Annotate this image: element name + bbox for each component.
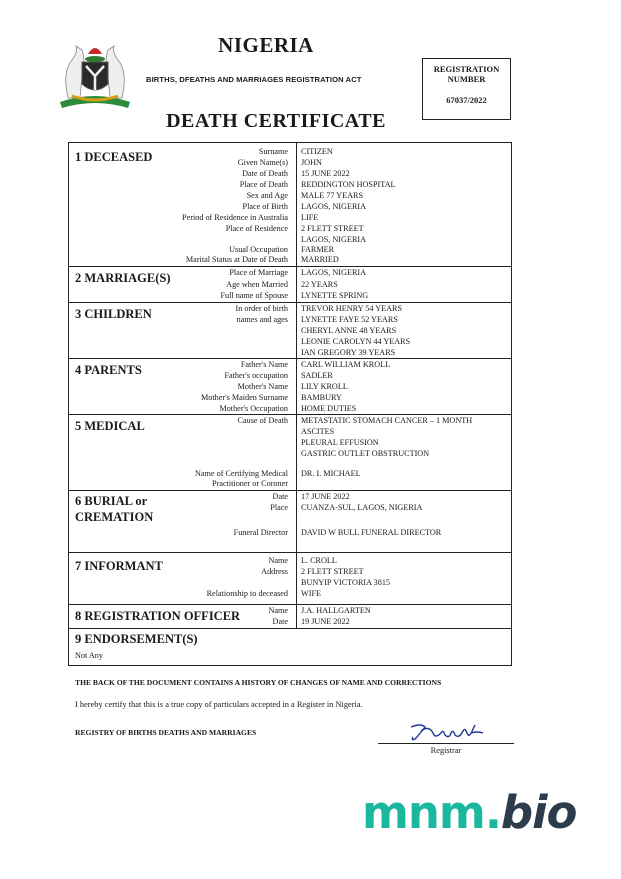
divider	[296, 415, 297, 491]
field-label: Name of Certifying Medical	[195, 469, 288, 478]
field-label: Place of Birth	[242, 202, 288, 211]
registrar-label: Registrar	[430, 746, 462, 755]
field-value: LIFE	[301, 213, 319, 222]
field-value: MALE 77 YEARS	[301, 191, 364, 200]
field-label: Cause of Death	[237, 416, 288, 425]
section-title: 6 BURIAL or	[75, 494, 148, 508]
section-marriage	[69, 266, 511, 303]
field-value: HOME DUTIES	[301, 404, 357, 413]
field-value: BUNYIP VICTORIA 3815	[301, 578, 391, 587]
section-endorsements	[69, 628, 511, 666]
field-label: Practitioner or Coroner	[212, 479, 288, 488]
field-value: 19 JUNE 2022	[301, 617, 350, 626]
field-label: Sex and Age	[246, 191, 288, 200]
field-value: LEONIE CAROLYN 44 YEARS	[301, 337, 411, 346]
field-label: Funeral Director	[233, 528, 288, 537]
section-informant	[69, 552, 511, 605]
back-note: THE BACK OF THE DOCUMENT CONTAINS A HISTORY OF CHANGES OF NAME AND CORRECTIONS	[75, 678, 442, 687]
section-title: 3 CHILDREN	[75, 307, 152, 321]
field-label: Place of Marriage	[229, 268, 288, 277]
divider	[296, 267, 297, 303]
field-label: Address	[261, 567, 288, 576]
field-label: In order of birth	[235, 304, 288, 313]
field-label: names and ages	[236, 315, 288, 324]
field-value: SADLER	[301, 371, 333, 380]
field-value: IAN GREGORY 39 YEARS	[301, 348, 396, 357]
registration-label-2: NUMBER	[447, 74, 486, 84]
section-registration-officer	[69, 604, 511, 629]
section-title: 8 REGISTRATION OFFICER	[75, 609, 241, 623]
field-label: Given Name(s)	[237, 158, 288, 167]
certification-statement: I hereby certify that this is a true copy of particulars accepted in a Register in Nigeria.	[75, 700, 363, 709]
section-parents	[69, 358, 511, 415]
watermark-part-2: bio	[500, 786, 577, 839]
field-value: GASTRIC OUTLET OBSTRUCTION	[301, 449, 430, 458]
section-title: 7 INFORMANT	[75, 559, 163, 573]
section-title: 4 PARENTS	[75, 363, 142, 377]
field-value: CUANZA-SUL, LAGOS, NIGERIA	[301, 503, 423, 512]
document-title: DEATH CERTIFICATE	[166, 110, 386, 132]
endorsement-text: Not Any	[75, 651, 103, 660]
act-name: BIRTHS, DFEATHS AND MARRIAGES REGISTRATION ACT	[146, 75, 362, 84]
field-label: Mother's Occupation	[219, 404, 288, 413]
field-label: Mother's Name	[237, 382, 288, 391]
field-label: Period of Residence in Australia	[182, 213, 288, 222]
field-label: Place of Residence	[225, 224, 288, 233]
field-label: Date	[272, 492, 288, 501]
section-children	[69, 302, 511, 359]
field-value: 2 FLETT STREET	[301, 224, 364, 233]
field-label: Age when Married	[226, 280, 288, 289]
coat-of-arms-icon	[50, 32, 140, 110]
watermark-logo	[362, 786, 576, 839]
field-value: FARMER	[301, 245, 335, 254]
divider	[296, 553, 297, 605]
field-value: 2 FLETT STREET	[301, 567, 364, 576]
field-value: J.A. HALLGARTEN	[301, 606, 371, 615]
field-label: Full name of Spouse	[220, 291, 288, 300]
field-value: 15 JUNE 2022	[301, 169, 350, 178]
field-value: LYNETTE SPRING	[301, 291, 369, 300]
section-title: 1 DECEASED	[75, 150, 153, 164]
registrar-signature	[407, 721, 487, 745]
field-value: DR. I. MICHAEL	[301, 469, 361, 478]
watermark-part-1: mnm.	[362, 786, 501, 839]
field-label: Place of Death	[239, 180, 288, 189]
field-label: Marital Status at Date of Death	[185, 255, 288, 264]
divider	[296, 359, 297, 415]
registry-name: REGISTRY OF BIRTHS DEATHS AND MARRIAGES	[75, 728, 257, 737]
divider	[296, 605, 297, 629]
field-value: BAMBURY	[301, 393, 342, 402]
field-label: Relationship to deceased	[206, 589, 288, 598]
field-value: JOHN	[301, 158, 322, 167]
field-value: LAGOS, NIGERIA	[301, 202, 367, 211]
field-value: DAVID W BULL FUNERAL DIRECTOR	[301, 528, 442, 537]
section-deceased	[69, 143, 511, 266]
field-label: Surname	[258, 147, 288, 156]
field-value: REDDINGTON HOSPITAL	[301, 180, 396, 189]
field-label: Name	[268, 606, 288, 615]
divider	[296, 303, 297, 359]
divider	[296, 143, 297, 266]
field-value: ASCITES	[301, 427, 335, 436]
field-value: TREVOR HENRY 54 YEARS	[301, 304, 403, 313]
section-title: 5 MEDICAL	[75, 419, 145, 433]
field-value: MARRIED	[301, 255, 339, 264]
field-value: PLEURAL EFFUSION	[301, 438, 379, 447]
field-label: Date	[272, 617, 288, 626]
field-label: Mother's Maiden Surname	[201, 393, 288, 402]
registration-number: 67037/2022	[446, 95, 487, 105]
field-value: L. CROLL	[301, 556, 337, 565]
field-value: CHERYL ANNE 48 YEARS	[301, 326, 397, 335]
field-label: Place	[270, 503, 288, 512]
section-title: 9 ENDORSEMENT(S)	[75, 632, 198, 646]
certificate-form	[68, 142, 512, 666]
field-value: LILY KROLL	[301, 382, 348, 391]
field-value: WIFE	[301, 589, 322, 598]
section-title: 2 MARRIAGE(S)	[75, 271, 171, 285]
section-medical	[69, 414, 511, 491]
field-value: LAGOS, NIGERIA	[301, 268, 367, 277]
field-value: LAGOS, NIGERIA	[301, 235, 367, 244]
section-title-line-2: CREMATION	[75, 510, 154, 524]
registration-number-box	[422, 58, 511, 120]
section-burial	[69, 490, 511, 553]
field-label: Father's Name	[240, 360, 288, 369]
country-title: NIGERIA	[218, 33, 314, 57]
field-label: Father's occupation	[224, 371, 288, 380]
field-value: CITIZEN	[301, 147, 333, 156]
field-value: LYNETTE FAYE 52 YEARS	[301, 315, 398, 324]
field-value: 22 YEARS	[301, 280, 338, 289]
field-label: Usual Occupation	[229, 245, 288, 254]
field-label: Name	[268, 556, 288, 565]
field-value: METASTATIC STOMACH CANCER – 1 MONTH	[301, 416, 473, 425]
field-value: CARL WILLIAM KROLL	[301, 360, 391, 369]
field-label: Date of Death	[242, 169, 288, 178]
signature-line	[378, 743, 514, 744]
divider	[296, 491, 297, 553]
field-value: 17 JUNE 2022	[301, 492, 350, 501]
registration-label: REGISTRATION	[433, 64, 500, 74]
